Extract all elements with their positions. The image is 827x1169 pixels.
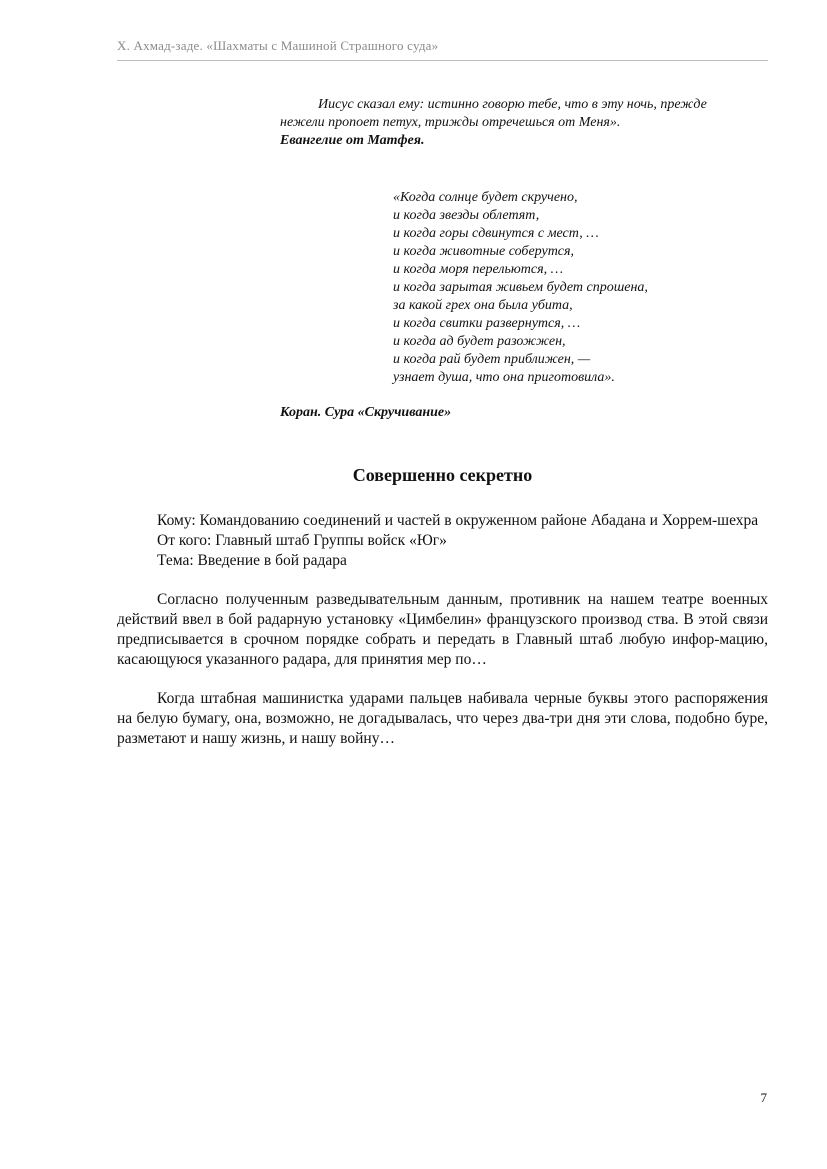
quran-epigraph-line: и когда горы сдвинутся с мест, …	[393, 226, 599, 241]
quran-epigraph-line: и когда звезды облетят,	[393, 208, 540, 223]
quran-epigraph-line: узнает душа, что она приготовила».	[393, 370, 615, 385]
quran-epigraph-line: за какой грех она была убита,	[393, 298, 573, 313]
quran-epigraph-line: «Когда солнце будет скручено,	[393, 190, 578, 205]
running-head	[117, 38, 768, 61]
memo-paragraph: Согласно полученным разведывательным данным, противник на нашем театре военных действий ввел в бой радарную установку «Цимбелин» французского производ ства. В этой связи предписывается в срочном порядке собрать и передать в Главный штаб любую инфор-мацию, касающуюся указанного радара, для принятия мер по…	[117, 591, 768, 668]
quran-epigraph-line: и когда моря перельются, …	[393, 262, 564, 277]
memo-subject: Тема: Введение в бой радара	[157, 552, 347, 569]
paragraph-gap	[117, 571, 768, 590]
page-number: 7	[760, 1090, 767, 1105]
gospel-epigraph-source: Евангелие от Матфея.	[280, 133, 425, 148]
quran-epigraph-line: и когда животные соберутся,	[393, 244, 575, 259]
narrative-paragraph: Когда штабная машинистка ударами пальцев набивала черные буквы этого распоряжения на белую бумагу, она, возможно, не догадывалась, что через два-три дня эти слова, подобно буре, разметают и нашу жизнь, и нашу войну…	[117, 690, 768, 747]
gospel-epigraph-line: Иисус сказал ему: истинно говорю тебе, что в эту ночь, прежде	[318, 97, 707, 112]
quran-epigraph-line: и когда ад будет разожжен,	[393, 334, 566, 349]
quran-epigraph	[393, 189, 733, 387]
paragraph-gap	[117, 670, 768, 689]
quran-epigraph-line: и когда свитки развернутся, …	[393, 316, 581, 331]
memo-from: От кого: Главный штаб Группы войск «Юг»	[157, 532, 447, 549]
running-title: Х. Ахмад-заде. «Шахматы с Машиной Страшного суда»	[117, 38, 439, 53]
gospel-epigraph-line: нежели пропоет петух, трижды отречешься от Меня».	[280, 115, 621, 130]
quran-epigraph-line: и когда зарытая живьем будет спрошена,	[393, 280, 648, 295]
section-title: Совершенно секретно	[352, 465, 533, 485]
memo-to: Кому: Командованию соединений и частей в окруженном районе Абадана и Хоррем-шехра	[157, 512, 759, 529]
quran-epigraph-source: Коран. Сура «Скручивание»	[280, 405, 452, 420]
memo-body	[117, 511, 768, 749]
gospel-epigraph	[280, 96, 740, 150]
quran-epigraph-line: и когда рай будет приближен, —	[393, 352, 591, 367]
